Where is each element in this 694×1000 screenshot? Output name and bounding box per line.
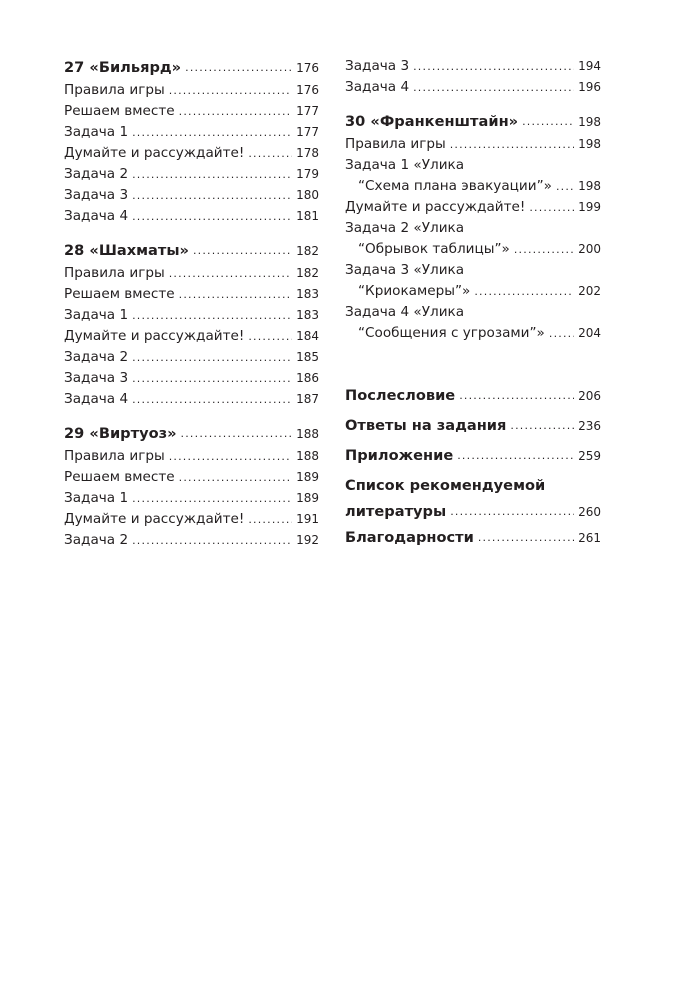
toc-entry[interactable] bbox=[64, 347, 319, 368]
toc-dot-leader bbox=[413, 77, 574, 98]
toc-entry[interactable] bbox=[64, 530, 319, 551]
toc-entry-title: Правила игры bbox=[64, 265, 165, 281]
toc-dot-leader bbox=[450, 501, 574, 523]
toc-page-number: 176 bbox=[296, 83, 319, 97]
toc-entry-continuation[interactable] bbox=[345, 176, 601, 197]
toc-entry-continuation[interactable] bbox=[345, 239, 601, 260]
toc-dot-leader bbox=[474, 281, 574, 302]
toc-chapter-title: 27 «Бильярд» bbox=[64, 59, 182, 76]
toc-page-number: 179 bbox=[296, 167, 319, 181]
toc-entry-first-line[interactable] bbox=[345, 218, 601, 239]
toc-page-number: 196 bbox=[578, 80, 601, 94]
toc-dot-leader bbox=[132, 368, 292, 389]
toc-entry[interactable] bbox=[64, 446, 319, 467]
toc-page-number: 191 bbox=[296, 512, 319, 526]
toc-page-number: 194 bbox=[578, 59, 601, 73]
toc-chapter-heading[interactable] bbox=[64, 422, 319, 446]
toc-entry[interactable] bbox=[64, 263, 319, 284]
toc-entry-title: Задача 3 bbox=[345, 58, 410, 74]
toc-entry[interactable] bbox=[64, 389, 319, 410]
toc-entry-title: Задача 4 «Улика bbox=[345, 304, 465, 320]
toc-page-number: 199 bbox=[578, 200, 601, 214]
toc-entry-title: Задача 1 bbox=[64, 490, 129, 506]
toc-page-number: 185 bbox=[296, 350, 319, 364]
toc-entry-first-line[interactable] bbox=[345, 155, 601, 176]
toc-dot-leader bbox=[132, 206, 292, 227]
toc-entry-title: Думайте и рассуждайте! bbox=[345, 199, 526, 215]
toc-entry[interactable] bbox=[64, 80, 319, 101]
toc-page-number: 261 bbox=[578, 531, 601, 545]
toc-page-number: 206 bbox=[578, 389, 601, 403]
toc-entry-first-line[interactable] bbox=[345, 302, 601, 323]
toc-entry-title: “Криокамеры”» bbox=[358, 283, 471, 299]
section-gap bbox=[64, 410, 319, 422]
toc-page-number: 200 bbox=[578, 242, 601, 256]
toc-entry-title: Думайте и рассуждайте! bbox=[64, 511, 245, 527]
toc-dot-leader bbox=[179, 101, 292, 122]
toc-dot-leader bbox=[132, 347, 292, 368]
toc-entry-title: Думайте и рассуждайте! bbox=[64, 145, 245, 161]
toc-back-matter bbox=[345, 381, 601, 553]
toc-dot-leader bbox=[181, 422, 293, 446]
toc-dot-leader bbox=[248, 326, 292, 347]
toc-entry[interactable] bbox=[345, 197, 601, 218]
toc-page-number: 188 bbox=[296, 427, 319, 441]
toc-dot-leader bbox=[185, 56, 292, 80]
toc-chapter-title: 28 «Шахматы» bbox=[64, 242, 189, 259]
toc-dot-leader bbox=[556, 176, 574, 197]
toc-page-number: 236 bbox=[578, 419, 601, 433]
toc-page-number: 198 bbox=[578, 137, 601, 151]
toc-dot-leader bbox=[529, 197, 574, 218]
toc-entry[interactable] bbox=[64, 143, 319, 164]
toc-entry-title: литературы bbox=[345, 503, 447, 520]
toc-entry[interactable] bbox=[64, 326, 319, 347]
toc-entry[interactable] bbox=[64, 164, 319, 185]
toc-entry-title: Задача 1 bbox=[64, 307, 129, 323]
toc-entry[interactable] bbox=[64, 185, 319, 206]
toc-entry-title: Благодарности bbox=[345, 529, 474, 546]
toc-back-entry[interactable] bbox=[345, 441, 601, 471]
toc-entry[interactable] bbox=[64, 206, 319, 227]
toc-dot-leader bbox=[132, 122, 292, 143]
toc-back-entry[interactable] bbox=[345, 411, 601, 441]
toc-entry-title: Правила игры bbox=[345, 136, 446, 152]
section-gap bbox=[345, 344, 601, 381]
toc-dot-leader bbox=[132, 488, 292, 509]
toc-entry[interactable] bbox=[64, 467, 319, 488]
toc-page-number: 183 bbox=[296, 287, 319, 301]
toc-page-number: 177 bbox=[296, 125, 319, 139]
toc-page-number: 187 bbox=[296, 392, 319, 406]
toc-page-number: 183 bbox=[296, 308, 319, 322]
toc-entry-title: Послесловие bbox=[345, 387, 456, 404]
toc-dot-leader bbox=[132, 530, 292, 551]
toc-dot-leader bbox=[132, 389, 292, 410]
toc-dot-leader bbox=[248, 509, 292, 530]
toc-page-number: 181 bbox=[296, 209, 319, 223]
toc-entry[interactable] bbox=[64, 488, 319, 509]
toc-page-number: 260 bbox=[578, 505, 601, 519]
toc-dot-leader bbox=[478, 523, 574, 553]
toc-back-entry[interactable] bbox=[345, 381, 601, 411]
toc-entry-title: Задача 1 «Улика bbox=[345, 157, 465, 173]
toc-page-number: 182 bbox=[296, 266, 319, 280]
toc-back-entry[interactable] bbox=[345, 523, 601, 553]
toc-back-entry-first-line[interactable] bbox=[345, 471, 601, 501]
toc-dot-leader bbox=[169, 263, 292, 284]
toc-chapter-title: 30 «Франкенштайн» bbox=[345, 113, 519, 130]
toc-entry-title: Решаем вместе bbox=[64, 286, 175, 302]
toc-entry[interactable] bbox=[64, 509, 319, 530]
toc-dot-leader bbox=[450, 134, 574, 155]
toc-dot-leader bbox=[514, 239, 574, 260]
toc-entry[interactable] bbox=[345, 56, 601, 77]
toc-dot-leader bbox=[549, 323, 574, 344]
toc-entry-title: Думайте и рассуждайте! bbox=[64, 328, 245, 344]
toc-dot-leader bbox=[179, 467, 292, 488]
toc-dot-leader bbox=[169, 446, 292, 467]
toc-dot-leader bbox=[193, 239, 292, 263]
toc-entry-title: Задача 2 bbox=[64, 532, 129, 548]
toc-entry[interactable] bbox=[345, 77, 601, 98]
toc-chapter-heading[interactable] bbox=[64, 239, 319, 263]
toc-dot-leader bbox=[132, 305, 292, 326]
toc-entry-title: Приложение bbox=[345, 447, 454, 464]
toc-entry-title: Правила игры bbox=[64, 82, 165, 98]
toc-page-number: 198 bbox=[578, 179, 601, 193]
toc-page-number: 176 bbox=[296, 61, 319, 75]
toc-entry-title: Задача 4 bbox=[64, 391, 129, 407]
toc-entry-title: Задача 1 bbox=[64, 124, 129, 140]
toc-entry-title: Задача 3 «Улика bbox=[345, 262, 465, 278]
toc-page-number: 204 bbox=[578, 326, 601, 340]
toc-entry-title: Правила игры bbox=[64, 448, 165, 464]
toc-entry-title: Список рекомендуемой bbox=[345, 477, 546, 494]
toc-dot-leader bbox=[132, 164, 292, 185]
toc-dot-leader bbox=[522, 110, 574, 134]
toc-entry[interactable] bbox=[345, 134, 601, 155]
toc-entry-title: Решаем вместе bbox=[64, 469, 175, 485]
toc-chapter-heading[interactable] bbox=[64, 56, 319, 80]
toc-dot-leader bbox=[510, 411, 574, 441]
toc-entry[interactable] bbox=[64, 101, 319, 122]
toc-page-number: 186 bbox=[296, 371, 319, 385]
toc-dot-leader bbox=[459, 381, 574, 411]
toc-entry-title: Задача 2 bbox=[64, 166, 129, 182]
toc-entry-first-line[interactable] bbox=[345, 260, 601, 281]
toc-back-entry-continuation[interactable] bbox=[345, 501, 601, 523]
toc-dot-leader bbox=[132, 185, 292, 206]
toc-page-number: 198 bbox=[578, 115, 601, 129]
toc-entry-title: “Схема плана эвакуации”» bbox=[358, 178, 552, 194]
toc-page-number: 184 bbox=[296, 329, 319, 343]
toc-entry-continuation[interactable] bbox=[345, 323, 601, 344]
toc-dot-leader bbox=[169, 80, 292, 101]
toc-chapter-title: 29 «Виртуоз» bbox=[64, 425, 177, 442]
toc-page-number: 178 bbox=[296, 146, 319, 160]
toc-entry-title: Задача 2 bbox=[64, 349, 129, 365]
toc-entry-title: Задача 2 «Улика bbox=[345, 220, 465, 236]
toc-entry-title: Задача 3 bbox=[64, 187, 129, 203]
toc-page-number: 192 bbox=[296, 533, 319, 547]
toc-entry-continuation[interactable] bbox=[345, 281, 601, 302]
toc-chapter-heading[interactable] bbox=[345, 110, 601, 134]
toc-entry-title: “Обрывок таблицы”» bbox=[358, 241, 510, 257]
toc-entry-title: Задача 3 bbox=[64, 370, 129, 386]
toc-page-number: 180 bbox=[296, 188, 319, 202]
toc-entry-title: Решаем вместе bbox=[64, 103, 175, 119]
toc-entry-title: “Сообщения с угрозами”» bbox=[358, 325, 545, 341]
toc-entry[interactable] bbox=[64, 368, 319, 389]
toc-entry[interactable] bbox=[64, 122, 319, 143]
toc-page-number: 182 bbox=[296, 244, 319, 258]
toc-dot-leader bbox=[413, 56, 574, 77]
toc-dot-leader bbox=[179, 284, 292, 305]
toc-page-number: 177 bbox=[296, 104, 319, 118]
toc-page-number: 189 bbox=[296, 470, 319, 484]
toc-dot-leader bbox=[248, 143, 292, 164]
toc-entry-title: Задача 4 bbox=[345, 79, 410, 95]
toc-entry[interactable] bbox=[64, 305, 319, 326]
toc-left-column bbox=[64, 56, 319, 551]
section-gap bbox=[64, 227, 319, 239]
toc-entry-title: Ответы на задания bbox=[345, 417, 507, 434]
toc-page-number: 259 bbox=[578, 449, 601, 463]
toc-page-number: 202 bbox=[578, 284, 601, 298]
toc-entry-title: Задача 4 bbox=[64, 208, 129, 224]
toc-entry[interactable] bbox=[64, 284, 319, 305]
section-gap bbox=[345, 98, 601, 110]
toc-page-number: 189 bbox=[296, 491, 319, 505]
toc-dot-leader bbox=[457, 441, 574, 471]
toc-page-number: 188 bbox=[296, 449, 319, 463]
toc-right-column bbox=[345, 56, 601, 553]
